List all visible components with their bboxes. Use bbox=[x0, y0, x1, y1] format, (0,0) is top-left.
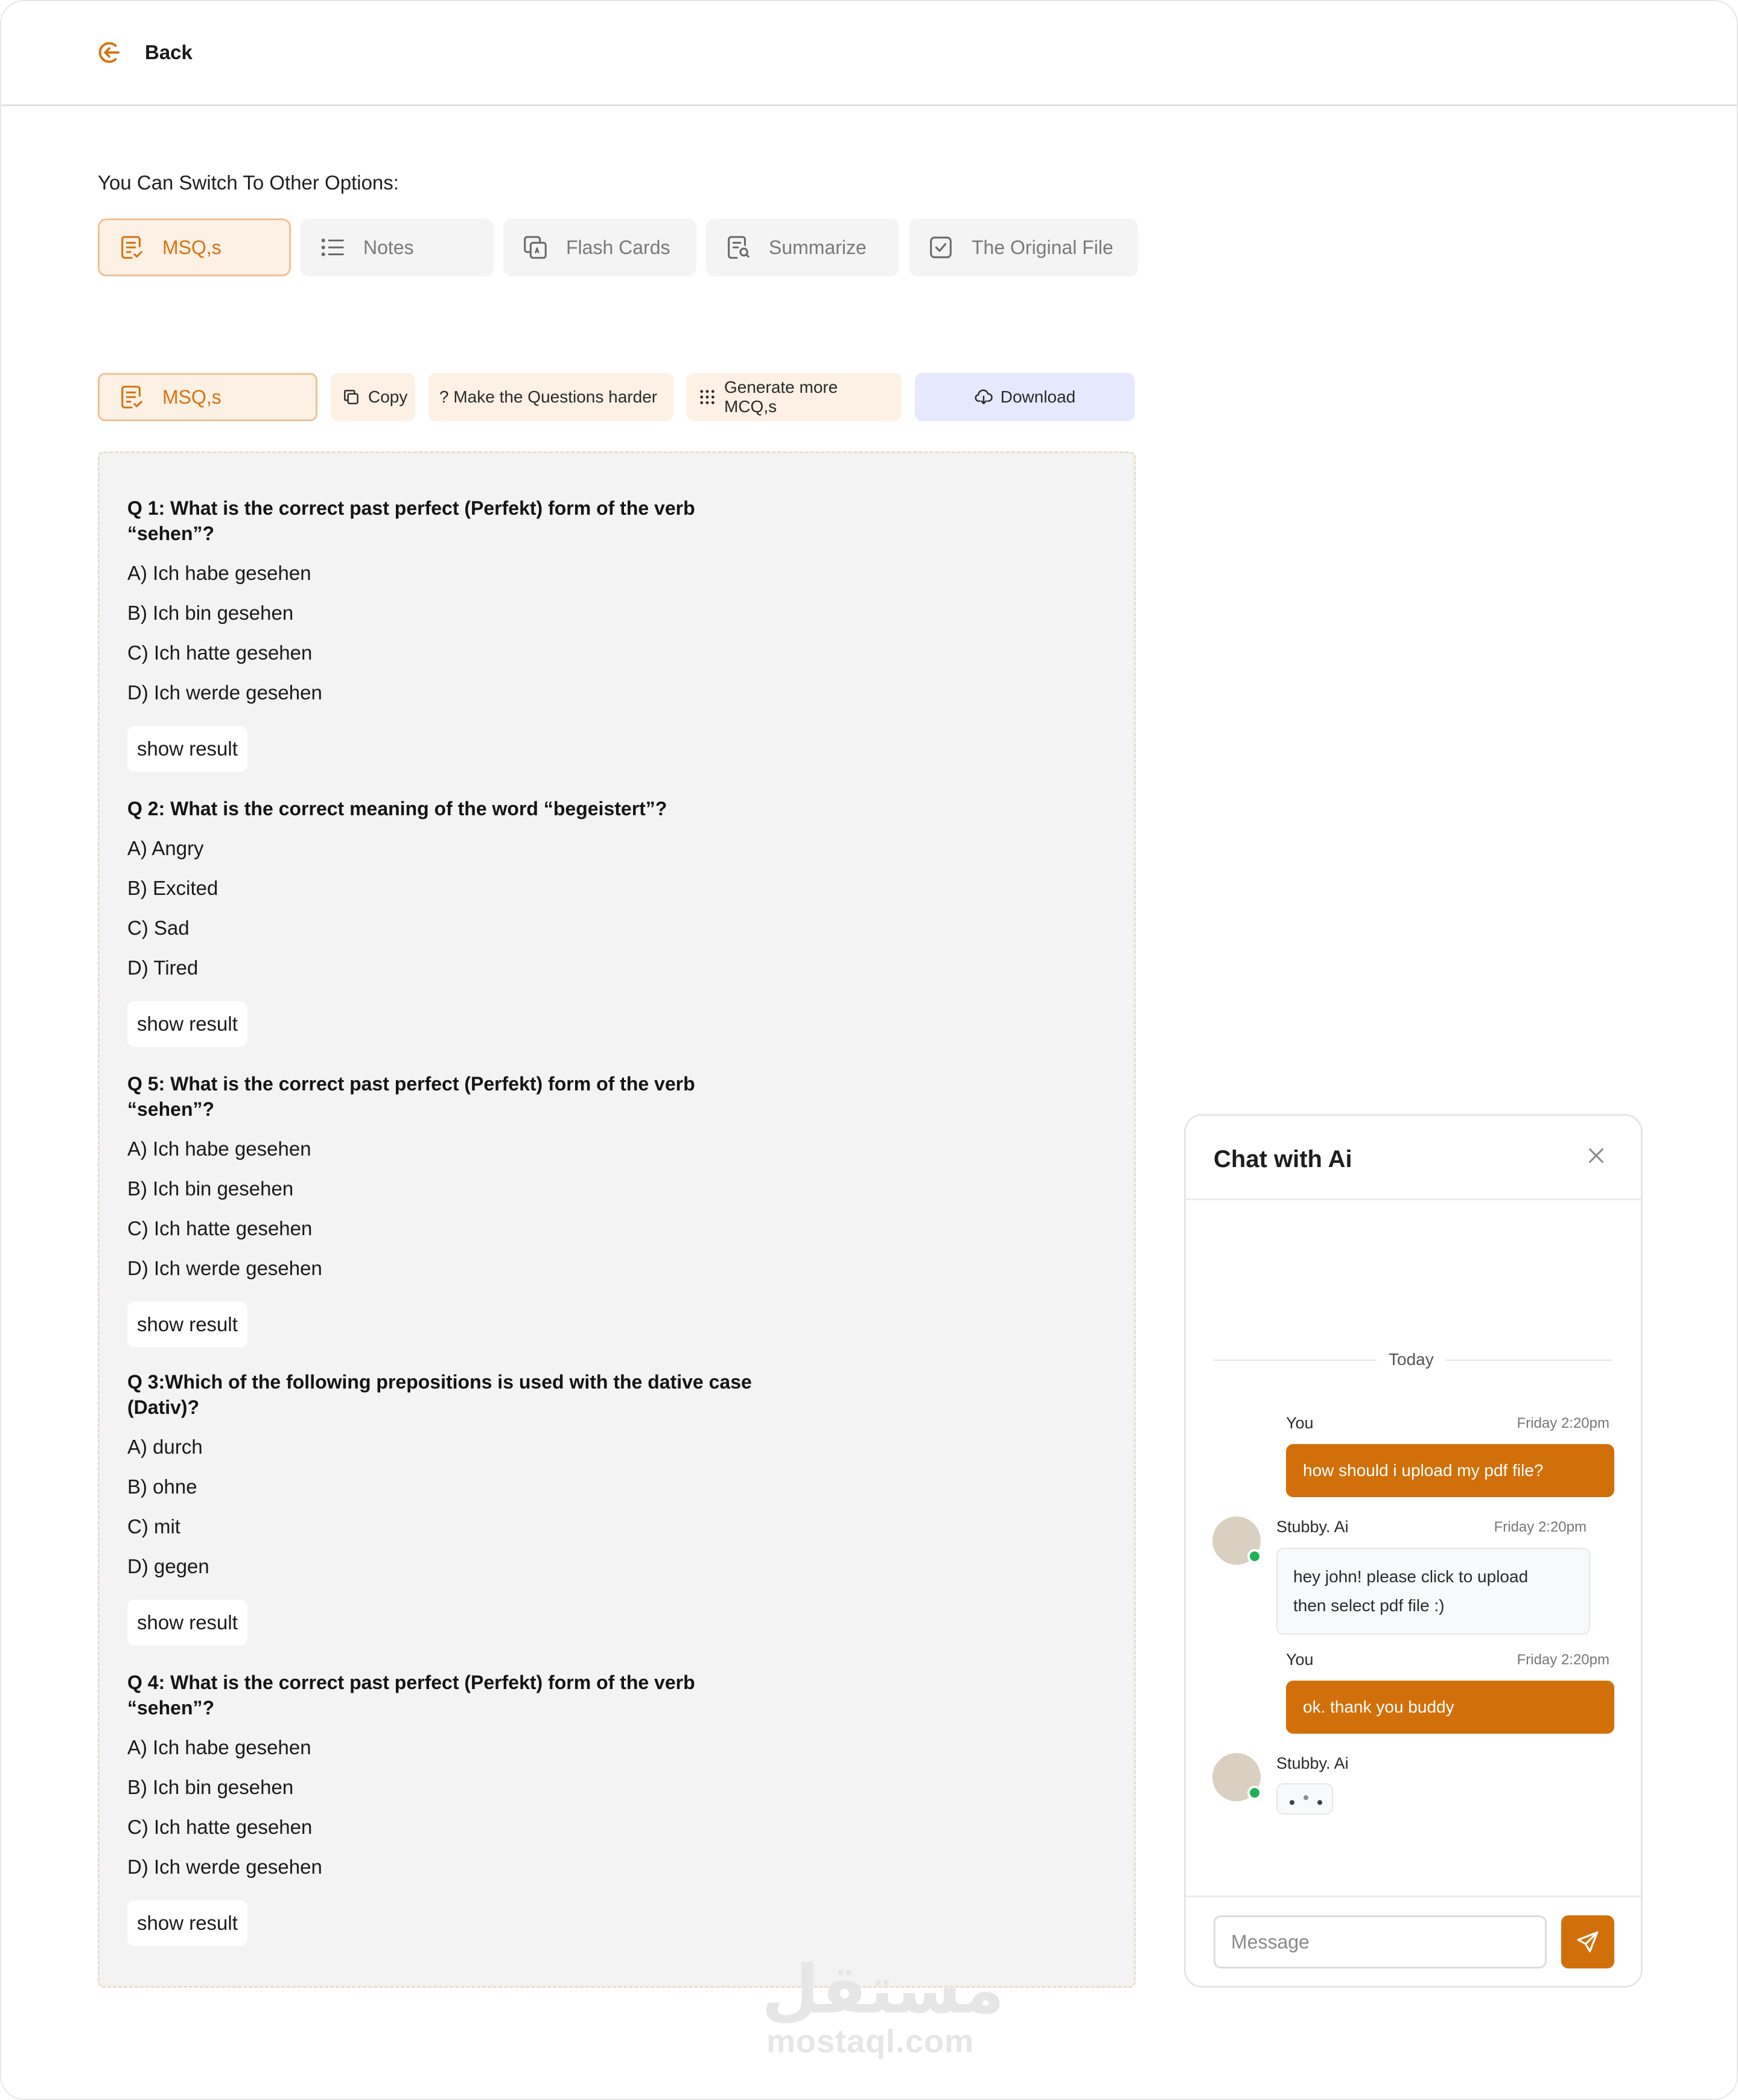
answer-option[interactable]: C) Sad bbox=[127, 917, 189, 939]
watermark bbox=[762, 1951, 1005, 2060]
answer-option[interactable]: B) Ich bin gesehen bbox=[127, 602, 294, 624]
question-title-line: Q 2: What is the correct meaning of the word “begeistert”? bbox=[127, 798, 667, 819]
divider-right bbox=[1445, 1360, 1612, 1361]
question-card bbox=[127, 1670, 791, 1946]
message-text: then select pdf file :) bbox=[1293, 1596, 1445, 1615]
answer-options bbox=[127, 1129, 791, 1288]
make-harder-button[interactable] bbox=[428, 373, 673, 421]
top-bar bbox=[1, 1, 1737, 106]
questions-panel bbox=[98, 451, 1136, 1988]
tab-flash-cards[interactable] bbox=[503, 218, 696, 276]
send-button[interactable] bbox=[1561, 1915, 1614, 1968]
question-title-line: Q 5: What is the correct past perfect (Perfekt) form of the verb bbox=[127, 1073, 695, 1095]
generate-more-label: Generate more MCQ,s bbox=[724, 378, 838, 416]
divider-left bbox=[1214, 1360, 1377, 1361]
question-title bbox=[127, 1071, 791, 1122]
quiz-icon bbox=[118, 234, 145, 261]
generate-more-button[interactable] bbox=[687, 373, 902, 421]
online-indicator bbox=[1247, 1549, 1262, 1564]
answer-option[interactable]: B) Ich bin gesehen bbox=[127, 1776, 294, 1798]
msqs-label: MSQ,s bbox=[162, 386, 221, 408]
msqs-dropdown[interactable] bbox=[98, 373, 317, 421]
message-sender: You bbox=[1286, 1650, 1314, 1669]
copy-button[interactable] bbox=[331, 373, 415, 421]
chat-panel bbox=[1184, 1114, 1643, 1988]
answer-option[interactable]: B) ohne bbox=[127, 1475, 197, 1498]
message-text: how should i upload my pdf file? bbox=[1303, 1461, 1544, 1480]
question-card bbox=[127, 1369, 791, 1646]
incoming-message bbox=[1276, 1548, 1590, 1635]
avatar bbox=[1212, 1753, 1261, 1801]
flash-cards-icon bbox=[521, 234, 549, 261]
answer-option[interactable]: D) Ich werde gesehen bbox=[127, 1856, 322, 1878]
show-result-button[interactable]: show result bbox=[127, 1900, 247, 1946]
chat-title: Chat with Ai bbox=[1214, 1146, 1352, 1172]
answer-option[interactable]: C) mit bbox=[127, 1515, 180, 1538]
message-time: Friday 2:20pm bbox=[1494, 1519, 1587, 1535]
download-label: Download bbox=[1000, 387, 1076, 406]
question-card bbox=[127, 796, 791, 1047]
show-result-button[interactable]: show result bbox=[127, 1302, 247, 1348]
show-result-button[interactable]: show result bbox=[127, 1600, 247, 1646]
switch-options-label: You Can Switch To Other Options: bbox=[98, 171, 399, 194]
tab-notes-label: Notes bbox=[363, 236, 414, 258]
summarize-icon bbox=[724, 234, 752, 261]
answer-option[interactable]: A) durch bbox=[127, 1436, 203, 1458]
message-time: Friday 2:20pm bbox=[1517, 1652, 1609, 1668]
answer-option[interactable]: D) Ich werde gesehen bbox=[127, 681, 322, 704]
copy-label: Copy bbox=[368, 387, 408, 406]
question-title-line: Q 1: What is the correct past perfect (Perfekt) form of the verb bbox=[127, 497, 695, 519]
answer-option[interactable]: B) Excited bbox=[127, 877, 218, 899]
message-input[interactable] bbox=[1214, 1915, 1547, 1968]
answer-option[interactable]: A) Ich habe gesehen bbox=[127, 1736, 311, 1758]
answer-option[interactable]: A) Ich habe gesehen bbox=[127, 1138, 311, 1160]
answer-options bbox=[127, 1427, 791, 1586]
tab-summarize[interactable] bbox=[706, 218, 899, 276]
quiz-icon bbox=[118, 383, 145, 411]
question-title-line: Q 4: What is the correct past perfect (Perfekt) form of the verb bbox=[127, 1672, 695, 1693]
tab-msqs-label: MSQ,s bbox=[162, 236, 221, 258]
answer-option[interactable]: A) Ich habe gesehen bbox=[127, 562, 311, 584]
answer-options bbox=[127, 1728, 791, 1887]
message-sender: Stubby. Ai bbox=[1276, 1518, 1349, 1536]
tab-msqs[interactable] bbox=[98, 218, 291, 276]
typing-indicator bbox=[1276, 1783, 1333, 1815]
action-toolbar bbox=[98, 373, 1135, 421]
question-title-line: “sehen”? bbox=[127, 1697, 215, 1719]
tab-flash-cards-label: Flash Cards bbox=[566, 236, 670, 258]
tab-original-file[interactable] bbox=[909, 218, 1138, 276]
answer-options bbox=[127, 829, 791, 988]
list-icon bbox=[319, 234, 346, 261]
message-sender: You bbox=[1286, 1414, 1314, 1432]
question-title bbox=[127, 1670, 791, 1720]
answer-option[interactable]: D) Ich werde gesehen bbox=[127, 1257, 322, 1279]
avatar bbox=[1212, 1516, 1261, 1565]
message-time: Friday 2:20pm bbox=[1517, 1415, 1609, 1431]
message-text: ok. thank you buddy bbox=[1303, 1698, 1454, 1716]
tab-notes[interactable] bbox=[301, 218, 494, 276]
back-button[interactable] bbox=[95, 39, 193, 66]
chat-composer bbox=[1186, 1895, 1641, 1986]
message-text: hey john! please click to upload bbox=[1293, 1567, 1529, 1586]
question-title-line: “sehen”? bbox=[127, 523, 215, 544]
answer-option[interactable]: A) Angry bbox=[127, 837, 204, 859]
make-harder-label: ? Make the Questions harder bbox=[439, 387, 658, 406]
grid-dots-icon bbox=[698, 387, 717, 407]
answer-option[interactable]: B) Ich bin gesehen bbox=[127, 1177, 294, 1200]
question-title-line: “sehen”? bbox=[127, 1098, 215, 1120]
chat-header bbox=[1186, 1116, 1641, 1200]
checkbox-icon bbox=[927, 234, 955, 261]
question-title bbox=[127, 796, 791, 821]
tab-original-file-label: The Original File bbox=[972, 236, 1113, 258]
answer-option[interactable]: D) Tired bbox=[127, 956, 199, 979]
close-icon[interactable] bbox=[1585, 1145, 1607, 1166]
back-arrow-icon bbox=[95, 39, 123, 66]
download-button[interactable] bbox=[915, 373, 1135, 421]
show-result-button[interactable]: show result bbox=[127, 1001, 247, 1047]
watermark-latin: mostaql.com bbox=[766, 2023, 975, 2060]
question-card bbox=[127, 495, 791, 772]
back-label: Back bbox=[145, 41, 193, 63]
watermark-arabic: مستقل bbox=[762, 1951, 1005, 2028]
cloud-download-icon bbox=[974, 387, 993, 407]
answer-option[interactable]: C) Ich hatte gesehen bbox=[127, 1816, 313, 1838]
message-sender: Stubby. Ai bbox=[1276, 1754, 1349, 1772]
show-result-button[interactable]: show result bbox=[127, 726, 247, 772]
question-title bbox=[127, 1369, 791, 1420]
answer-option[interactable]: C) Ich hatte gesehen bbox=[127, 1217, 313, 1239]
outgoing-message bbox=[1286, 1444, 1614, 1497]
date-separator: Today bbox=[1389, 1350, 1434, 1369]
send-icon bbox=[1575, 1929, 1600, 1955]
copy-icon bbox=[342, 387, 361, 407]
question-title bbox=[127, 495, 791, 546]
outgoing-message bbox=[1286, 1681, 1614, 1734]
answer-options bbox=[127, 553, 791, 713]
answer-option[interactable]: C) Ich hatte gesehen bbox=[127, 641, 313, 664]
question-title-line: Q 3:Which of the following prepositions is used with the dative case bbox=[127, 1371, 752, 1393]
question-card bbox=[127, 1071, 791, 1348]
tab-summarize-label: Summarize bbox=[769, 236, 867, 258]
answer-option[interactable]: D) gegen bbox=[127, 1555, 209, 1577]
online-indicator bbox=[1247, 1786, 1262, 1800]
option-tabs bbox=[98, 218, 1138, 276]
question-title-line: (Dativ)? bbox=[127, 1396, 200, 1418]
